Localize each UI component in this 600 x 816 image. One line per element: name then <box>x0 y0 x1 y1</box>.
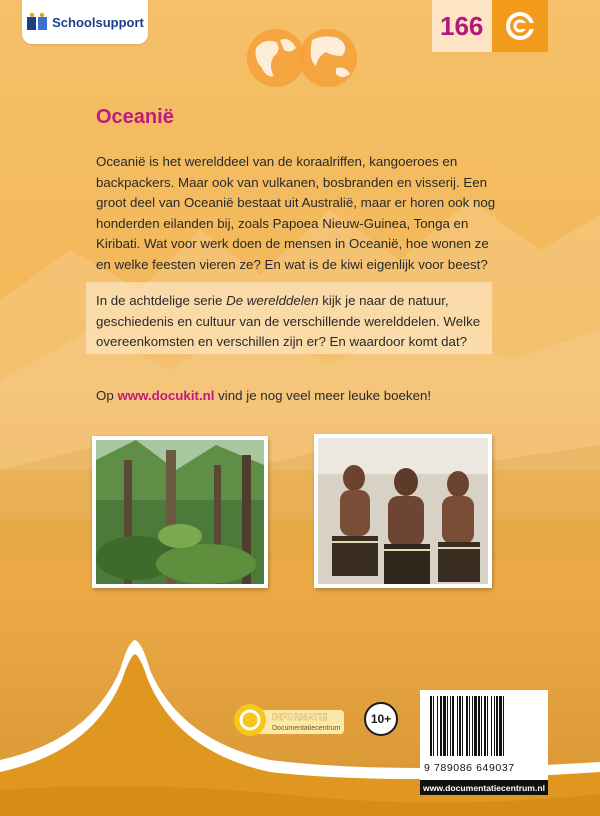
globe-icon <box>246 26 358 90</box>
barcode-bar <box>474 696 477 756</box>
barcode-bar <box>430 696 432 756</box>
barcode-bar <box>494 696 495 756</box>
docukit-icon <box>505 11 535 41</box>
info-badge <box>232 702 346 742</box>
series-paragraph <box>96 291 488 353</box>
schoolsupport-logo-icon <box>26 11 48 33</box>
info-badge-icon <box>234 704 266 736</box>
barcode-bar <box>447 696 448 756</box>
barcode-digits: 9 789086 649037 <box>424 762 515 774</box>
barcode-bar <box>481 696 482 756</box>
age-badge: 10+ <box>364 702 398 736</box>
barcode-bar <box>433 696 434 756</box>
barcode-bar <box>472 696 473 756</box>
barcode-bar <box>440 696 442 756</box>
site-url[interactable]: www.documentatiecentrum.nl <box>420 780 548 795</box>
page-title: Oceanië <box>96 106 174 128</box>
intro-paragraph: Oceanië is het werelddeel van de koraalriffen, kangoeroes en backpackers. Maar ook van vulkanen, bosbranden en visserij. Een groot deel van Oceanië bestaat uit Australië, maar er horen ook nog honderden eilanden bij, zoals Papoea Nieuw-Guinea, Tonga en Kiribati. Wat voor werk doen de mensen in Oceanië, hoe wonen ze en welke feesten vieren ze? En wat is de kiwi eigenlijk voor beest? <box>96 154 496 272</box>
haka-photo <box>314 434 492 588</box>
docukit-badge <box>492 0 548 52</box>
website-text-after: vind je nog veel meer leuke boeken! <box>214 388 432 403</box>
barcode-bar <box>437 696 438 756</box>
barcode-bar <box>466 696 468 756</box>
series-number: 166 <box>440 10 484 41</box>
barcode-bar <box>496 696 498 756</box>
barcode-bar <box>462 696 463 756</box>
series-text-before: In de achtdelige serie <box>96 293 227 308</box>
barcode <box>420 690 548 780</box>
website-link[interactable]: www.docukit.nl <box>117 388 215 403</box>
series-text-after: kijk je naar de natuur, geschiedenis en cultuur van de verschillende werelddelen. Welke overeenkomsten en verschillen zijn er? En waardoor komt dat? <box>96 293 481 349</box>
logo-text: Schoolsupport <box>52 14 144 30</box>
barcode-bar <box>450 696 451 756</box>
website-line <box>96 388 431 403</box>
series-name: De werelddelen <box>226 293 319 308</box>
barcode-bar <box>499 696 502 756</box>
series-number-badge <box>432 0 548 52</box>
schoolsupport-logo[interactable] <box>22 0 148 44</box>
barcode-bar <box>491 696 492 756</box>
info-badge-sub: Documentatiecentrum <box>272 725 341 732</box>
barcode-bar <box>469 696 470 756</box>
barcode-bar <box>443 696 446 756</box>
barcode-bars <box>420 690 548 762</box>
barcode-bar <box>503 696 504 756</box>
website-text-before: Op <box>96 388 118 403</box>
barcode-bar <box>484 696 486 756</box>
barcode-bar <box>459 696 461 756</box>
barcode-bar <box>452 696 454 756</box>
barcode-bar <box>457 696 458 756</box>
barcode-bar <box>487 696 488 756</box>
barcode-bar <box>478 696 480 756</box>
forest-photo <box>92 436 268 588</box>
info-badge-label: INFORMATIE <box>272 712 328 722</box>
